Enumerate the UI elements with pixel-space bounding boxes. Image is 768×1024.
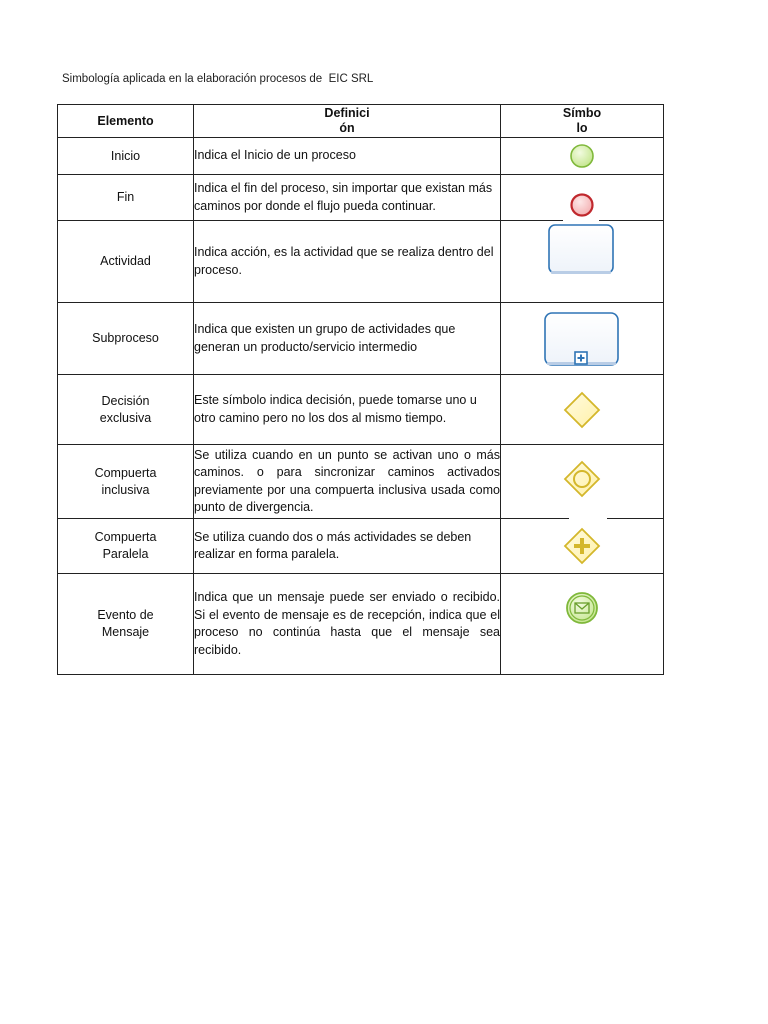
header-elemento: Elemento <box>58 105 194 138</box>
symbol-cell <box>501 375 664 445</box>
element-name: Evento de Mensaje <box>58 574 194 675</box>
exclusive-gateway-icon <box>562 390 602 430</box>
message-event-icon <box>563 589 601 627</box>
table-row <box>58 375 664 445</box>
element-name: Compuerta Paralela <box>58 519 194 574</box>
symbol-cell <box>501 574 664 675</box>
element-definition: Este símbolo indica decisión, puede tomarse uno u otro camino pero no los dos al mismo tiempo. <box>194 375 501 445</box>
element-name: Fin <box>58 175 194 221</box>
element-definition: Se utiliza cuando en un punto se activan uno o más caminos. o para sincronizar caminos activados previamente por una compuerta inclusiva usada como punto de divergencia. <box>194 445 501 519</box>
header-simbolo: Símbo lo <box>501 105 664 138</box>
parallel-gateway-icon <box>562 526 602 566</box>
symbol-cell <box>501 138 664 175</box>
element-definition: Indica acción, es la actividad que se realiza dentro del proceso. <box>194 221 501 303</box>
page-heading: Simbología aplicada en la elaboración procesos de EIC SRL <box>62 73 374 85</box>
header-row <box>58 105 664 138</box>
table-row <box>58 574 664 675</box>
symbology-table <box>57 104 664 675</box>
element-definition: Indica el Inicio de un proceso <box>194 138 501 175</box>
element-definition: Indica que un mensaje puede ser enviado o recibido. Si el evento de mensaje es de recepción, indica que el proceso no continúa hasta que el mensaje sea recibido. <box>194 574 501 675</box>
element-definition: Indica el fin del proceso, sin importar que existan más caminos por donde el flujo pueda continuar. <box>194 175 501 221</box>
symbol-cell <box>501 221 664 303</box>
table-row <box>58 303 664 375</box>
table-row <box>58 221 664 303</box>
symbol-cell <box>501 303 664 375</box>
element-name: Subproceso <box>58 303 194 375</box>
subprocess-icon <box>542 310 622 368</box>
table-row <box>58 445 664 519</box>
table-row <box>58 175 664 221</box>
symbol-cell <box>501 519 664 574</box>
element-name: Decisión exclusiva <box>58 375 194 445</box>
element-name: Inicio <box>58 138 194 175</box>
task-icon <box>547 223 617 279</box>
symbol-cell <box>501 445 664 519</box>
header-definicion: Definici ón <box>194 105 501 138</box>
start-event-icon <box>567 141 597 171</box>
end-event-icon <box>567 190 597 220</box>
table-row <box>58 519 664 574</box>
symbol-cell <box>501 175 664 221</box>
element-name: Actividad <box>58 221 194 303</box>
table-row <box>58 138 664 175</box>
element-name: Compuerta inclusiva <box>58 445 194 519</box>
element-definition: Se utiliza cuando dos o más actividades se deben realizar en forma paralela. <box>194 519 501 574</box>
inclusive-gateway-icon <box>562 459 602 499</box>
element-definition: Indica que existen un grupo de actividades que generan un producto/servicio intermedio <box>194 303 501 375</box>
